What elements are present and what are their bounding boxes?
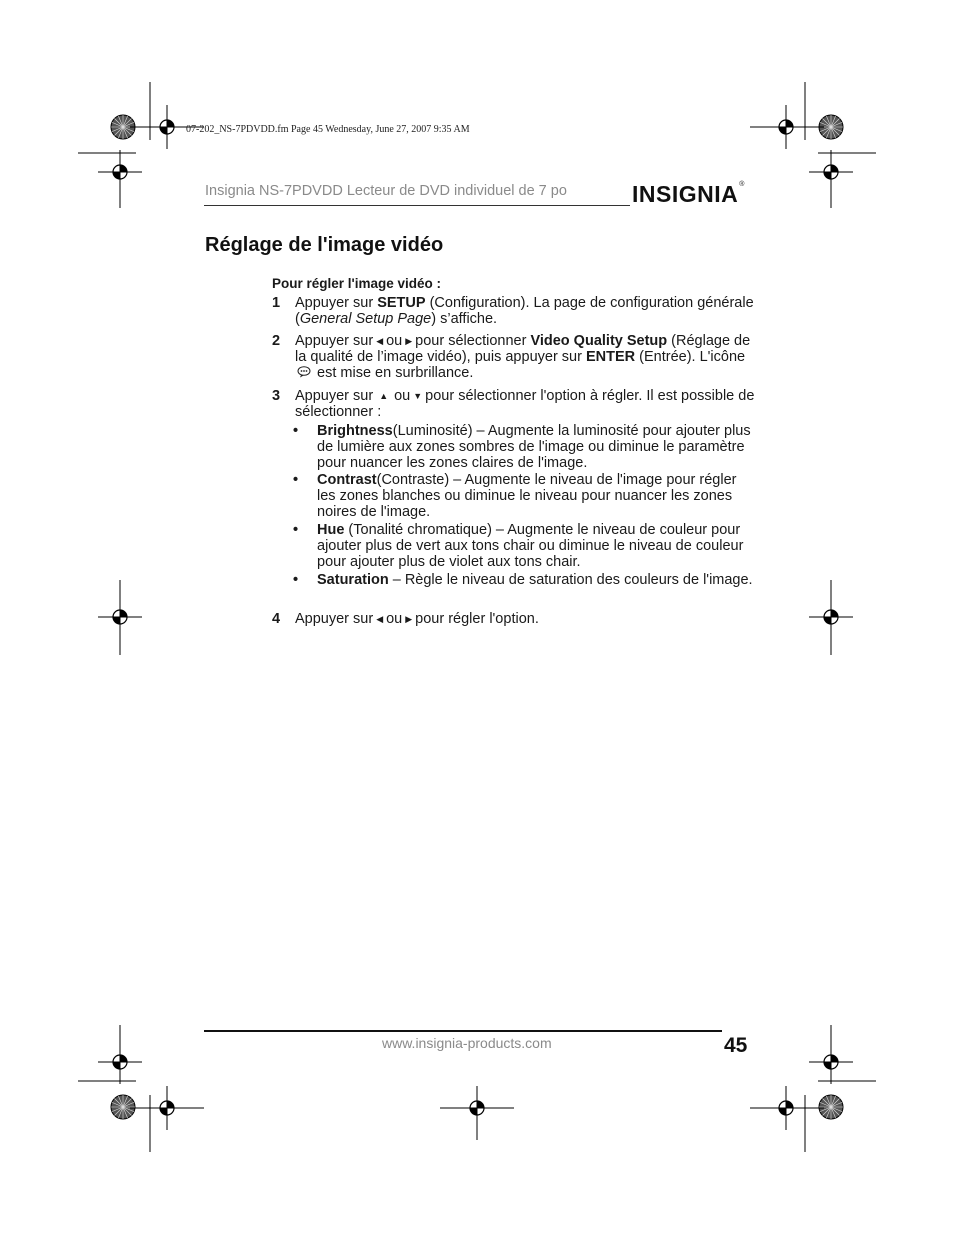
option-text: Saturation – Règle le niveau de saturation des couleurs de l'image. (317, 572, 753, 588)
step-text: Appuyer sur ◀ ou ▶ pour régler l'option. (295, 611, 539, 627)
header-rule (204, 205, 630, 206)
print-info: 07-202_NS-7PDVDD.fm Page 45 Wednesday, June 27, 2007 9:35 AM (186, 124, 470, 135)
page-title: Réglage de l'image vidéo (205, 234, 444, 256)
registration-star-icon (819, 1095, 843, 1119)
footer-url: www.insignia-products.com (382, 1035, 552, 1051)
registration-star-icon (111, 1095, 135, 1119)
video-quality-icon (297, 366, 311, 378)
step-text: Appuyer sur ▲ ou ▼ pour sélectionner l'option à régler. Il est possible de sélectionner : (295, 388, 755, 420)
right-arrow-icon: ▶ (405, 336, 413, 346)
insignia-logo (632, 181, 745, 208)
step-text: Appuyer sur ◀ ou ▶ pour sélectionner Video Quality Setup (Réglage de la qualité de l’image vidéo), puis appuyer sur ENTER (Entrée). L'icône est mise en surbrillance. (295, 333, 751, 381)
step-text: Appuyer sur SETUP (Configuration). La page de configuration générale (General Setup Page) s’affiche. (295, 295, 754, 327)
up-arrow-icon: ▲ (379, 391, 389, 401)
option-text: Brightness(Luminosité) – Augmente la luminosité pour ajouter plus de lumière aux zones sombres de l'image ou diminue le paramètre pour nuancer les zones claires de l'image. (317, 423, 751, 471)
step-number: 3 (272, 388, 281, 404)
step-number: 1 (272, 295, 281, 311)
down-arrow-icon: ▼ (413, 391, 423, 401)
left-arrow-icon: ◀ (376, 614, 384, 624)
header-title: Insignia NS-7PDVDD Lecteur de DVD individuel de 7 po (205, 183, 567, 199)
option-text: Contrast(Contraste) – Augmente le niveau de l'image pour régler les zones blanches ou diminue le niveau pour nuancer les zones noires de l'image. (317, 472, 737, 520)
step-number: 4 (272, 611, 281, 627)
step-number: 2 (272, 333, 281, 349)
logo-trademark: ® (739, 181, 745, 188)
right-arrow-icon: ▶ (405, 614, 413, 624)
procedure-heading: Pour régler l'image vidéo : (272, 276, 442, 291)
left-arrow-icon: ◀ (376, 336, 384, 346)
page-number: 45 (724, 1034, 748, 1057)
footer-rule (204, 1030, 722, 1032)
option-text: Hue (Tonalité chromatique) – Augmente le niveau de couleur pour ajouter plus de vert aux tons chair ou diminue le niveau de couleur pour ajouter plus de violet aux tons chair. (317, 522, 744, 570)
logo-text: INSIGNIA (632, 181, 739, 207)
